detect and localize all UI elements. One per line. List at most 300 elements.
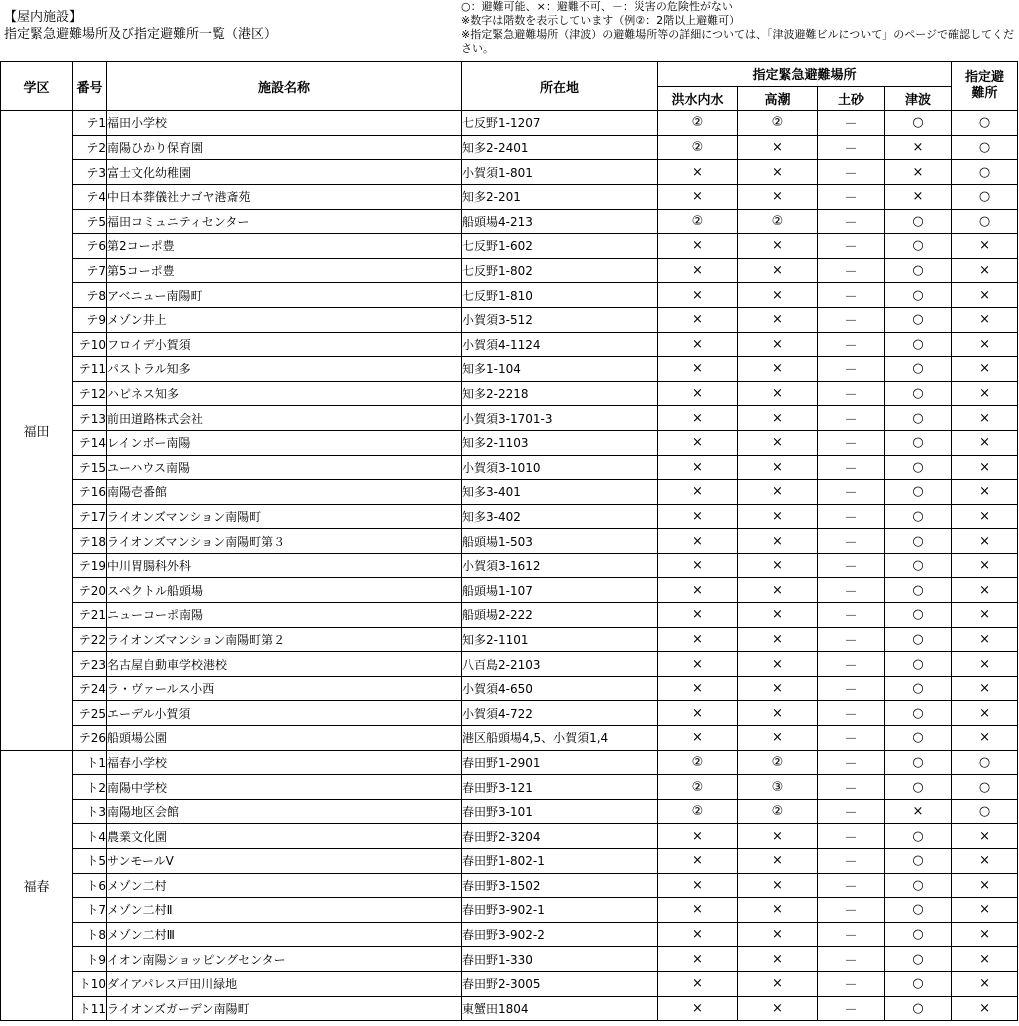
shelter-cell: × [952,553,1018,578]
landslide-cell: － [818,676,885,701]
table-row [1,332,1018,357]
landslide-cell: － [818,873,885,898]
flood-cell: × [658,430,738,455]
storm-surge-cell: ② [738,750,818,775]
flood-cell: × [658,258,738,283]
address-cell: 七反野1-810 [462,283,658,308]
tsunami-cell: ○ [885,750,952,775]
table-row [1,553,1018,578]
number-cell: テ23 [73,652,107,677]
storm-surge-cell: × [738,455,818,480]
number-cell: テ9 [73,307,107,332]
table-row [1,209,1018,234]
flood-cell: × [658,357,738,382]
tsunami-cell: ○ [885,775,952,800]
storm-surge-cell: × [738,406,818,431]
address-cell: 小賀須3-1701-3 [462,406,658,431]
address-cell: 春田野3-101 [462,799,658,824]
col-address: 所在地 [462,62,658,111]
number-cell: ト3 [73,799,107,824]
facility-name-cell: ライオンズマンション南陽町 [107,504,462,529]
shelter-cell: × [952,922,1018,947]
shelter-cell: ○ [952,160,1018,185]
flood-cell: × [658,922,738,947]
facility-name-cell: ハピネス知多 [107,381,462,406]
address-cell: 春田野3-1502 [462,873,658,898]
table-row [1,578,1018,603]
shelter-cell: ○ [952,135,1018,160]
flood-cell: × [658,480,738,505]
facility-name-cell: 富士文化幼稚園 [107,160,462,185]
facility-name-cell: メゾン二村 [107,873,462,898]
table-row [1,357,1018,382]
landslide-cell: － [818,307,885,332]
table-header [1,62,1018,111]
table-row [1,627,1018,652]
flood-cell: × [658,578,738,603]
facility-name-cell: エーデル小賀須 [107,701,462,726]
number-cell: ト8 [73,922,107,947]
address-cell: 知多2-1101 [462,627,658,652]
legend-note: ○：避難可能、×：避難不可、－：災害の危険性がない [461,0,733,13]
table-row [1,726,1018,751]
address-cell: 知多2-2218 [462,381,658,406]
address-cell: 知多2-2401 [462,135,658,160]
storm-surge-cell: × [738,184,818,209]
landslide-cell: － [818,430,885,455]
shelter-cell: × [952,332,1018,357]
landslide-cell: － [818,160,885,185]
table-row [1,922,1018,947]
shelter-cell: × [952,357,1018,382]
flood-cell: × [658,898,738,923]
tsunami-cell: ○ [885,824,952,849]
col-emergency-group: 指定緊急避難場所 [658,62,952,87]
legend-note: ※数字は階数を表示しています（例②：2階以上避難可） [461,14,741,27]
number-cell: テ4 [73,184,107,209]
number-cell: テ1 [73,111,107,136]
tsunami-cell: ○ [885,676,952,701]
flood-cell: × [658,307,738,332]
landslide-cell: － [818,947,885,972]
storm-surge-cell: × [738,676,818,701]
landslide-cell: － [818,750,885,775]
landslide-cell: － [818,627,885,652]
number-cell: テ17 [73,504,107,529]
landslide-cell: － [818,480,885,505]
storm-surge-cell: × [738,726,818,751]
table-row [1,430,1018,455]
tsunami-cell: × [885,184,952,209]
facility-name-cell: 前田道路株式会社 [107,406,462,431]
tsunami-cell: ○ [885,455,952,480]
tsunami-cell: ○ [885,307,952,332]
tsunami-cell: ○ [885,430,952,455]
shelter-cell: ○ [952,209,1018,234]
storm-surge-cell: × [738,701,818,726]
landslide-cell: － [818,971,885,996]
shelter-cell: × [952,430,1018,455]
flood-cell: × [658,529,738,554]
table-row [1,504,1018,529]
shelter-cell: × [952,504,1018,529]
landslide-cell: － [818,455,885,480]
legend-notes [461,0,1017,56]
shelter-cell: × [952,873,1018,898]
landslide-cell: － [818,578,885,603]
address-cell: 船頭場2-222 [462,603,658,628]
landslide-cell: － [818,111,885,136]
shelter-cell: × [952,652,1018,677]
landslide-cell: － [818,996,885,1021]
flood-cell: ② [658,135,738,160]
shelter-cell: × [952,234,1018,259]
shelter-cell: × [952,307,1018,332]
facility-name-cell: メゾン二村Ⅱ [107,898,462,923]
number-cell: テ19 [73,553,107,578]
facility-name-cell: ダイアパレス戸田川緑地 [107,971,462,996]
flood-cell: ② [658,111,738,136]
number-cell: テ15 [73,455,107,480]
tsunami-cell: ○ [885,529,952,554]
table-body [1,111,1018,1021]
flood-cell: × [658,996,738,1021]
facility-name-cell: ユーハウス南陽 [107,455,462,480]
facility-name-cell: パストラル知多 [107,357,462,382]
address-cell: 港区船頭場4,5、小賀須1,4 [462,726,658,751]
landslide-cell: － [818,824,885,849]
facility-name-cell: 南陽壱番館 [107,480,462,505]
landslide-cell: － [818,406,885,431]
flood-cell: × [658,873,738,898]
flood-cell: × [658,627,738,652]
landslide-cell: － [818,849,885,874]
storm-surge-cell: × [738,283,818,308]
flood-cell: × [658,283,738,308]
tsunami-cell: ○ [885,603,952,628]
landslide-cell: － [818,504,885,529]
address-cell: 春田野2-3005 [462,971,658,996]
tsunami-cell: ○ [885,922,952,947]
flood-cell: × [658,381,738,406]
col-flood: 洪水内水 [658,86,738,111]
table-row [1,603,1018,628]
table-row [1,529,1018,554]
table-row [1,381,1018,406]
flood-cell: ② [658,209,738,234]
landslide-cell: － [818,922,885,947]
shelter-cell: × [952,996,1018,1021]
table-row [1,873,1018,898]
tsunami-cell: ○ [885,480,952,505]
flood-cell: × [658,603,738,628]
storm-surge-cell: ② [738,111,818,136]
tsunami-cell: ○ [885,996,952,1021]
facility-name-cell: 中日本葬儀社ナゴヤ港斎苑 [107,184,462,209]
col-shelter [952,62,1018,111]
facility-name-cell: ライオンズマンション南陽町第３ [107,529,462,554]
shelter-cell: ○ [952,775,1018,800]
landslide-cell: － [818,775,885,800]
facility-name-cell: ラ・ヴァールス小西 [107,676,462,701]
facility-name-cell: イオン南陽ショッピングセンター [107,947,462,972]
shelter-cell: × [952,406,1018,431]
address-cell: 東蟹田1804 [462,996,658,1021]
address-cell: 船頭場1-503 [462,529,658,554]
heading-title: 指定緊急避難場所及び指定避難所一覧（港区） [4,27,278,42]
tsunami-cell: ○ [885,701,952,726]
flood-cell: × [658,849,738,874]
landslide-cell: － [818,135,885,160]
legend-note: ※指定緊急避難場所（津波）の避難場所等の詳細については、「津波避難ビルについて」のページで確認してください。 [461,28,1015,55]
number-cell: ト9 [73,947,107,972]
table-row [1,849,1018,874]
storm-surge-cell: × [738,922,818,947]
storm-surge-cell: × [738,234,818,259]
flood-cell: ② [658,775,738,800]
shelter-cell: ○ [952,799,1018,824]
tsunami-cell: ○ [885,111,952,136]
tsunami-cell: ○ [885,209,952,234]
facility-name-cell: 南陽地区会館 [107,799,462,824]
tsunami-cell: ○ [885,971,952,996]
page-heading [4,9,277,43]
facility-name-cell: スペクトル船頭場 [107,578,462,603]
col-landslide: 土砂 [818,86,885,111]
landslide-cell: － [818,701,885,726]
tsunami-cell: × [885,799,952,824]
tsunami-cell: ○ [885,898,952,923]
tsunami-cell: × [885,135,952,160]
number-cell: テ12 [73,381,107,406]
storm-surge-cell: × [738,529,818,554]
flood-cell: × [658,160,738,185]
table-row [1,455,1018,480]
table-row [1,971,1018,996]
facility-name-cell: メゾン井上 [107,307,462,332]
number-cell: テ10 [73,332,107,357]
col-district: 学区 [1,62,73,111]
number-cell: ト2 [73,775,107,800]
storm-surge-cell: × [738,603,818,628]
landslide-cell: － [818,726,885,751]
table-row [1,676,1018,701]
tsunami-cell: ○ [885,357,952,382]
tsunami-cell: ○ [885,578,952,603]
tsunami-cell: ○ [885,873,952,898]
number-cell: テ26 [73,726,107,751]
number-cell: ト7 [73,898,107,923]
landslide-cell: － [818,381,885,406]
table-row [1,406,1018,431]
col-shelter-label: 指定避難所 [965,70,1005,102]
shelter-cell: ○ [952,111,1018,136]
flood-cell: × [658,652,738,677]
number-cell: ト1 [73,750,107,775]
tsunami-cell: ○ [885,652,952,677]
shelter-cell: × [952,947,1018,972]
address-cell: 春田野1-330 [462,947,658,972]
tsunami-cell: ○ [885,849,952,874]
storm-surge-cell: ③ [738,775,818,800]
flood-cell: × [658,406,738,431]
table-row [1,135,1018,160]
address-cell: 春田野1-802-1 [462,849,658,874]
address-cell: 小賀須4-1124 [462,332,658,357]
shelter-cell: ○ [952,184,1018,209]
storm-surge-cell: × [738,652,818,677]
table-row [1,307,1018,332]
flood-cell: × [658,676,738,701]
address-cell: 七反野1-802 [462,258,658,283]
facility-name-cell: メゾン二村Ⅲ [107,922,462,947]
storm-surge-cell: × [738,873,818,898]
address-cell: 七反野1-602 [462,234,658,259]
flood-cell: × [658,947,738,972]
shelter-cell: × [952,283,1018,308]
storm-surge-cell: × [738,849,818,874]
address-cell: 八百島2-2103 [462,652,658,677]
storm-surge-cell: × [738,160,818,185]
address-cell: 知多3-401 [462,480,658,505]
table-row [1,480,1018,505]
facility-name-cell: フロイデ小賀須 [107,332,462,357]
tsunami-cell: ○ [885,553,952,578]
storm-surge-cell: × [738,430,818,455]
number-cell: テ21 [73,603,107,628]
number-cell: テ16 [73,480,107,505]
address-cell: 春田野3-902-2 [462,922,658,947]
shelter-cell: × [952,258,1018,283]
landslide-cell: － [818,553,885,578]
shelter-cell: ○ [952,750,1018,775]
number-cell: テ22 [73,627,107,652]
landslide-cell: － [818,357,885,382]
number-cell: ト6 [73,873,107,898]
address-cell: 小賀須3-1010 [462,455,658,480]
table-row [1,701,1018,726]
address-cell: 船頭場4-213 [462,209,658,234]
number-cell: ト11 [73,996,107,1021]
landslide-cell: － [818,799,885,824]
shelter-cell: × [952,701,1018,726]
shelter-cell: × [952,824,1018,849]
storm-surge-cell: × [738,996,818,1021]
table-row [1,947,1018,972]
shelter-cell: × [952,627,1018,652]
landslide-cell: － [818,258,885,283]
flood-cell: × [658,971,738,996]
table-row [1,996,1018,1021]
tsunami-cell: ○ [885,726,952,751]
tsunami-cell: ○ [885,504,952,529]
tsunami-cell: ○ [885,381,952,406]
tsunami-cell: ○ [885,234,952,259]
facility-name-cell: 南陽中学校 [107,775,462,800]
storm-surge-cell: × [738,307,818,332]
shelter-cell: × [952,480,1018,505]
storm-surge-cell: × [738,898,818,923]
number-cell: ト5 [73,849,107,874]
table-row [1,111,1018,136]
storm-surge-cell: × [738,258,818,283]
address-cell: 知多2-201 [462,184,658,209]
landslide-cell: － [818,234,885,259]
table-row [1,898,1018,923]
flood-cell: ② [658,750,738,775]
flood-cell: × [658,455,738,480]
landslide-cell: － [818,652,885,677]
address-cell: 小賀須4-722 [462,701,658,726]
address-cell: 春田野3-902-1 [462,898,658,923]
landslide-cell: － [818,184,885,209]
flood-cell: × [658,234,738,259]
landslide-cell: － [818,603,885,628]
storm-surge-cell: × [738,357,818,382]
address-cell: 七反野1-1207 [462,111,658,136]
tsunami-cell: × [885,160,952,185]
facility-name-cell: アベニュー南陽町 [107,283,462,308]
number-cell: テ3 [73,160,107,185]
col-tsunami: 津波 [885,86,952,111]
number-cell: テ14 [73,430,107,455]
tsunami-cell: ○ [885,332,952,357]
address-cell: 小賀須3-1612 [462,553,658,578]
col-storm-surge: 高潮 [738,86,818,111]
shelter-cell: × [952,578,1018,603]
table-row [1,160,1018,185]
address-cell: 船頭場1-107 [462,578,658,603]
number-cell: テ2 [73,135,107,160]
flood-cell: ② [658,799,738,824]
tsunami-cell: ○ [885,258,952,283]
storm-surge-cell: × [738,553,818,578]
facility-name-cell: 福春小学校 [107,750,462,775]
storm-surge-cell: × [738,332,818,357]
flood-cell: × [658,824,738,849]
facility-name-cell: 船頭場公園 [107,726,462,751]
facility-name-cell: ライオンズガーデン南陽町 [107,996,462,1021]
shelter-cell: × [952,603,1018,628]
flood-cell: × [658,504,738,529]
tsunami-cell: ○ [885,947,952,972]
shelter-cell: × [952,898,1018,923]
storm-surge-cell: × [738,824,818,849]
tsunami-cell: ○ [885,627,952,652]
address-cell: 知多3-402 [462,504,658,529]
landslide-cell: － [818,898,885,923]
facility-name-cell: サンモールⅤ [107,849,462,874]
shelter-cell: × [952,971,1018,996]
shelter-cell: × [952,381,1018,406]
storm-surge-cell: × [738,578,818,603]
storm-surge-cell: ② [738,209,818,234]
tsunami-cell: ○ [885,283,952,308]
flood-cell: × [658,184,738,209]
landslide-cell: － [818,529,885,554]
landslide-cell: － [818,283,885,308]
address-cell: 春田野1-2901 [462,750,658,775]
facility-name-cell: ライオンズマンション南陽町第２ [107,627,462,652]
flood-cell: × [658,701,738,726]
facility-name-cell: 中川胃腸科外科 [107,553,462,578]
number-cell: テ18 [73,529,107,554]
table-row [1,234,1018,259]
facility-table [0,61,1018,1021]
table-row [1,824,1018,849]
address-cell: 春田野3-121 [462,775,658,800]
facility-name-cell: 名古屋自動車学校港校 [107,652,462,677]
